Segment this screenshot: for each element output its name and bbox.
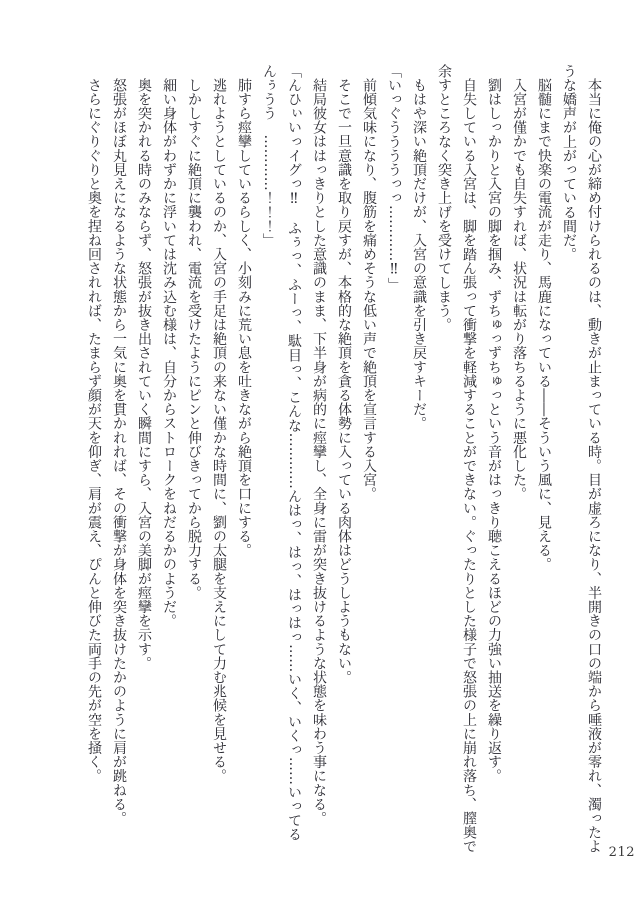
paragraph: 怒張がほぼ丸見えになるような状態から一気に奥を貫かれれば、その衝撃が身体を突き抜けたかのように肩が跳ねる。	[111, 78, 127, 826]
paragraph: そこで一旦意識を取り戻すが、本格的な絶頂を貪る体勢に入っている肉体はどうしようもない。	[336, 78, 352, 685]
paragraph: もはや深い絶頂だけが、入宮の意識を引き戻すキーだ。	[411, 78, 427, 431]
paragraph: 自失している入宮は、脚を踏ん張って衝撃を軽減することができない。ぐったりとした様子で怒張の上に崩れ落ち、膣奥で余すところなく突き上げを受けてしまう。	[436, 64, 477, 854]
paragraph: 肺すら痙攣しているらしく、小刻みに荒い息を吐きながら絶頂を口にする。	[236, 78, 252, 558]
paragraph: 劉はしっかりと入宮の脚を掴み、ずちゅっずちゅっという音がはっきり聴こえるほどの力強い抽送を繰り返す。	[486, 78, 502, 783]
paragraph: 奥を突かれる時のみならず、怒張が抜き出されていく瞬間にすら、入宮の美脚が痙攣を示す。	[136, 78, 152, 671]
paragraph: 細い身体がわずかに浮いては沈み込む様は、自分からストロークをねだるかのようだ。	[161, 78, 177, 628]
paragraph: 結局彼女ははっきりとした意識のまま、下半身が病的に痙攣し、全身に雷が突き抜けるような状態を味わう事になる。	[311, 78, 327, 826]
page-number: 212	[608, 845, 635, 860]
paragraph: 脳髄にまで快楽の電流が走り、馬鹿になっている――そういう風に、見える。	[536, 78, 552, 572]
paragraph: さらにぐりぐりと奥を捏ね回されれば、たまらず顔が天を仰ぎ、肩が震え、ぴんと伸びた両手の先が空を掻く。	[86, 78, 102, 783]
paragraph: 本当に俺の心が締め付けられるのは、動きが止まっている時。目が虚ろになり、半開きの口の端から唾液が零れ、濁ったような嬌声が上がっている間だ。	[561, 64, 602, 854]
paragraph: しかしすぐに絶頂に襲われ、電流を受けたようにピンと伸びきってから脱力する。	[186, 78, 202, 600]
dialogue-paragraph: 「いっぐううううっっ…………‼」	[386, 64, 402, 292]
paragraph: 逃れようとしているのか、入宮の手足は絶頂の来ない僅かな時間に、劉の太腿を支えにして力む兆候を見せる。	[211, 78, 227, 783]
paragraph: 前傾気味になり、腹筋を痛めそうな低い声で絶頂を宣言する入宮。	[361, 78, 377, 501]
dialogue-paragraph: 「んひぃいっイグっ‼ ふぅっ、ふーっ、駄目っ、こんな…………んはっ、はっ、はっはっ……いく、いくっ……いってるんぅうう …………！！！」	[261, 64, 302, 842]
vertical-text-block	[74, 64, 606, 854]
paragraph: 入宮が僅かでも自失すれば、状況は転がり落ちるように悪化した。	[511, 78, 527, 501]
